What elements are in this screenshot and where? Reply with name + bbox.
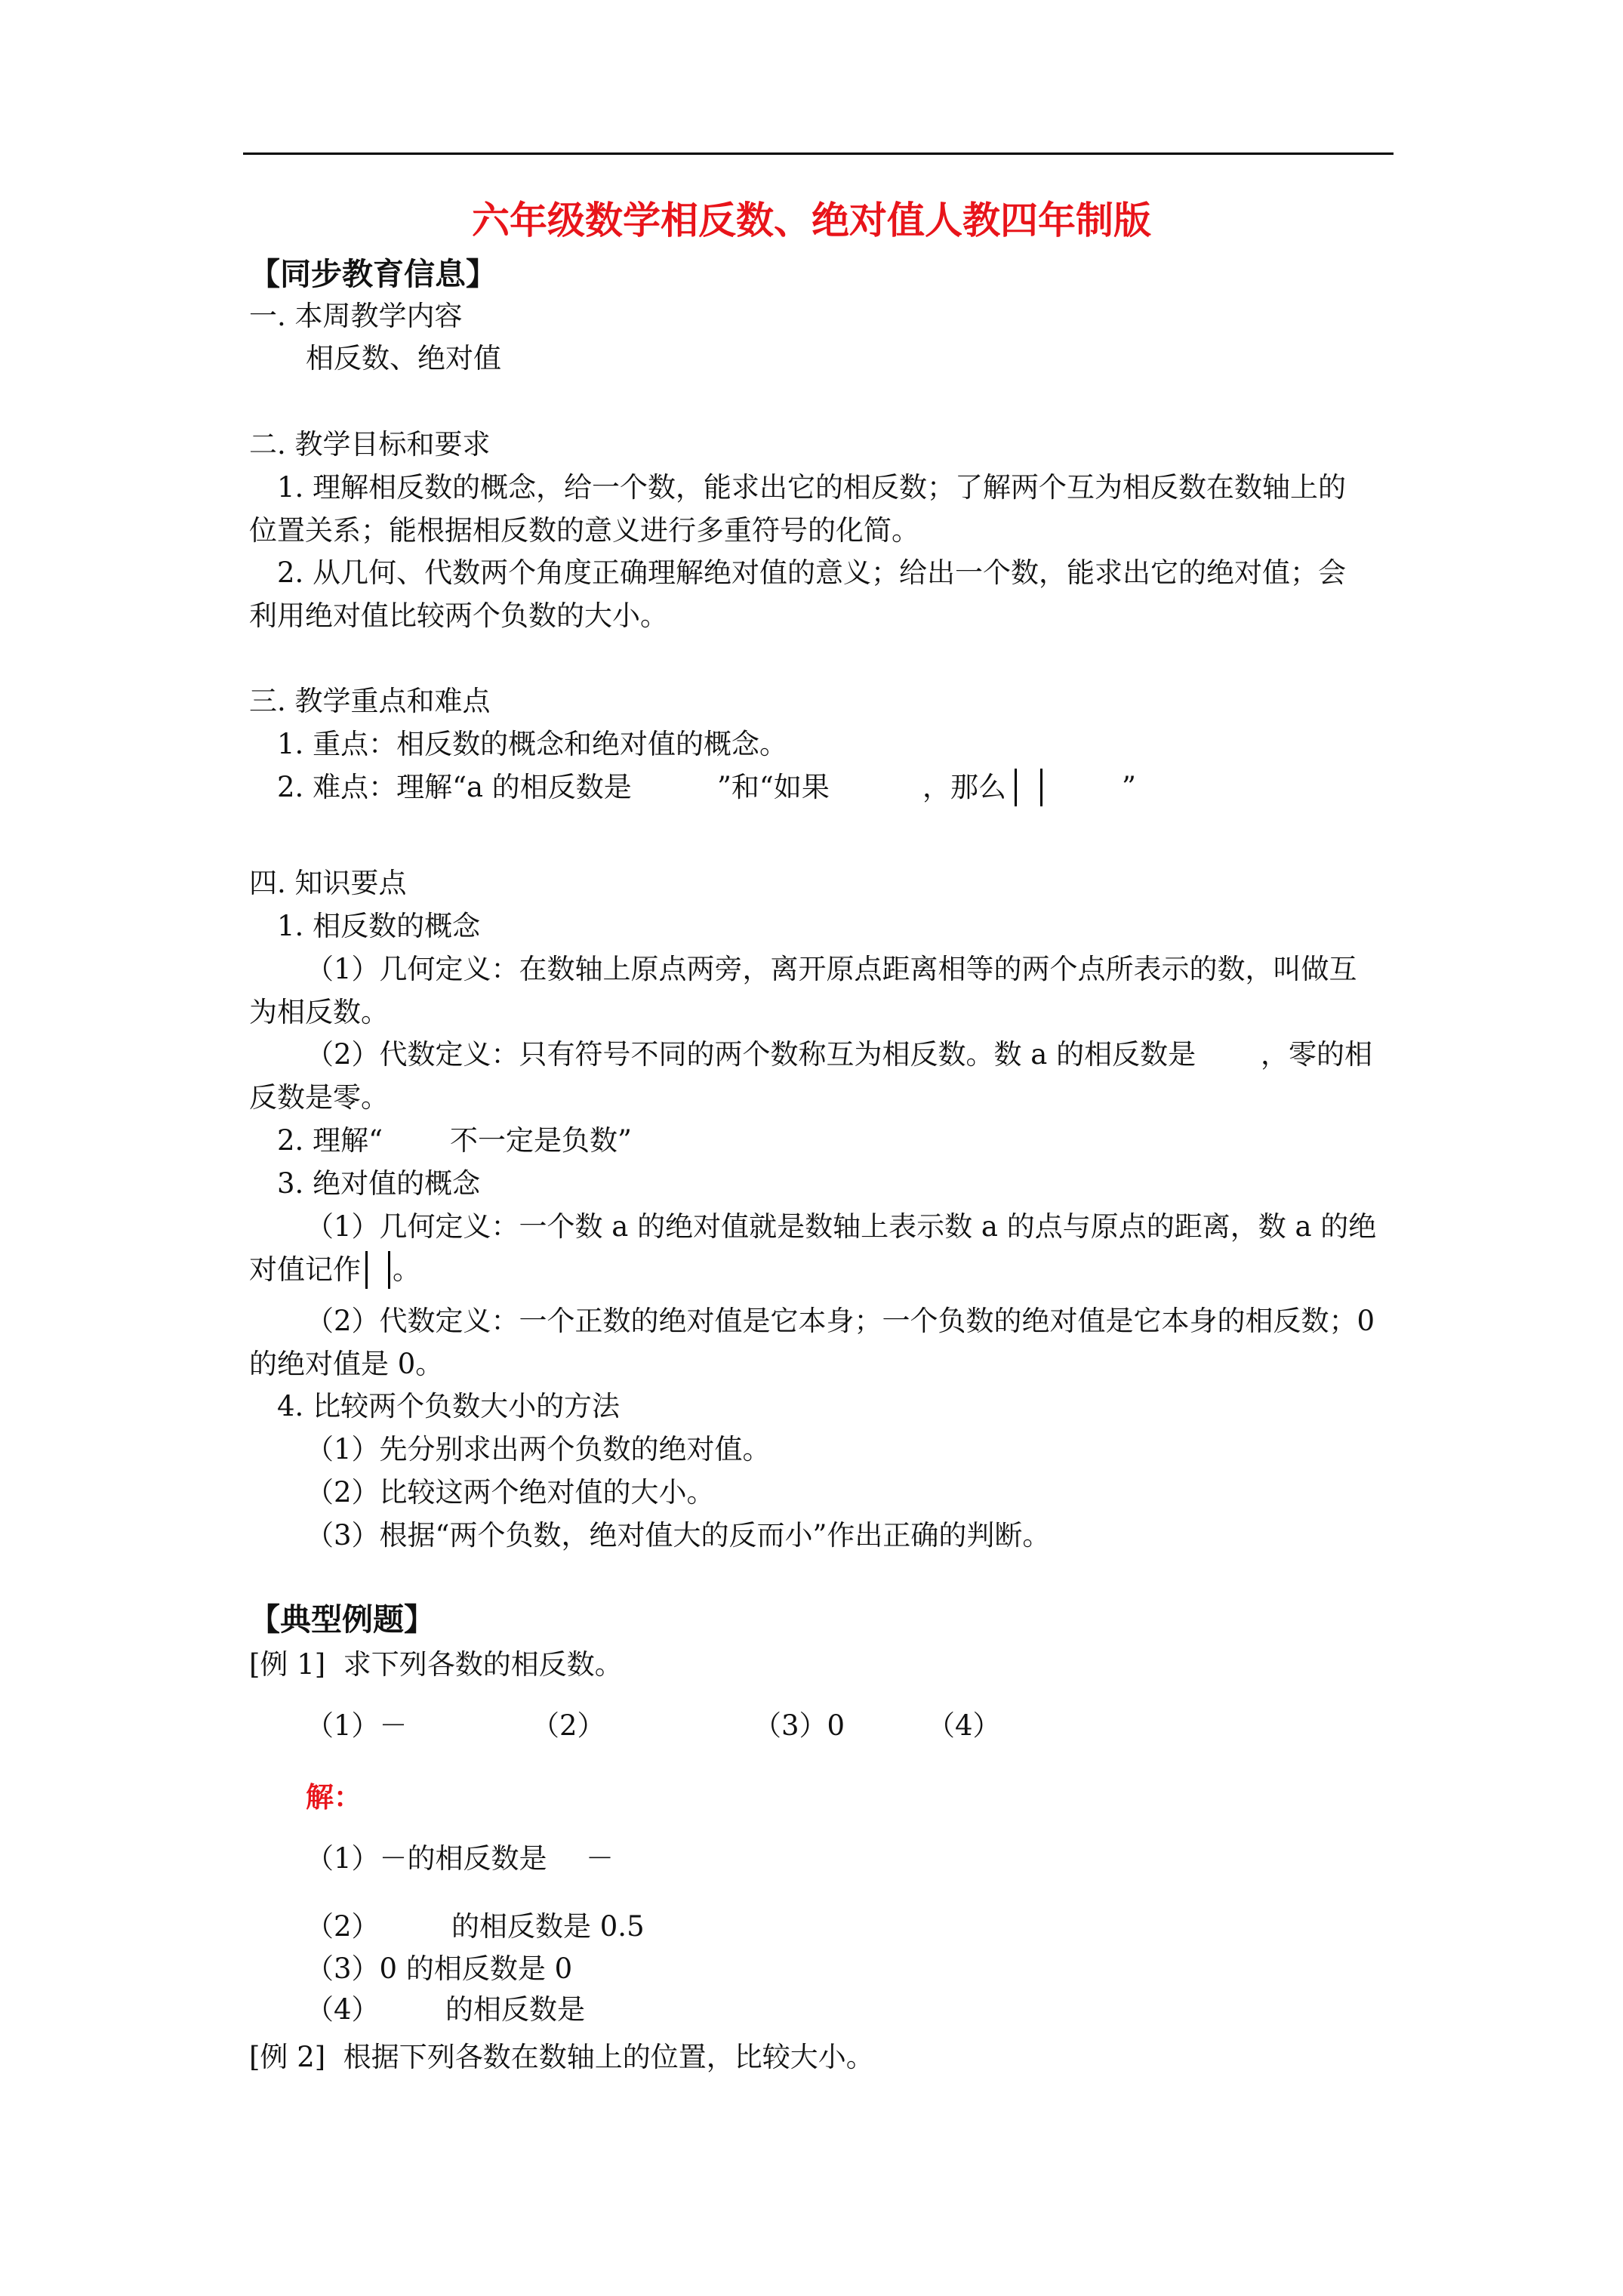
absolute-value-bar [1040,769,1042,806]
section-1-body: 相反数、绝对值 [306,342,501,374]
knowledge-text: （1）几何定义：在数轴上原点两旁，离开原点距离相等的两个点所表示的数，叫做互 [306,953,1357,985]
solution-line: （2） [306,1910,380,1943]
knowledge-point-2: 2. 理解“ [277,1124,383,1157]
examples-header: 【典型例题】 [249,1601,435,1638]
solution-line: 的相反数是 [445,1993,585,2026]
solution-line: （4） [306,1993,380,2026]
section-3-difficulty-part: ，那么 [922,771,1006,803]
document-title: 六年级数学相反数、绝对值人教四年制版 [472,198,1151,242]
section-3-difficulty-part: ”和“如果 [717,771,830,803]
knowledge-text: （2）代数定义：一个正数的绝对值是它本身；一个负数的绝对值是它本身的相反数；0 [306,1305,1375,1337]
knowledge-text: 反数是零。 [249,1081,389,1114]
absolute-value-bar [365,1251,368,1289]
sync-info-header: 【同步教育信息】 [249,256,497,292]
section-3-difficulty-part: 2. 难点：理解“a 的相反数是 [277,771,632,803]
knowledge-point-2: 不一定是负数” [450,1124,632,1157]
knowledge-text: （1）几何定义：一个数 a 的绝对值就是数轴上表示数 a 的点与原点的距离，数 a 的绝 [306,1210,1377,1243]
knowledge-text: ，零的相 [1261,1038,1372,1071]
knowledge-point-4: 4. 比较两个负数大小的方法 [277,1390,621,1422]
knowledge-text: 的绝对值是 0。 [249,1348,444,1380]
section-3-heading: 三. 教学重点和难点 [249,685,491,717]
section-3-difficulty-part: ” [1122,771,1136,803]
absolute-value-bar [388,1251,390,1289]
knowledge-text: （1）先分别求出两个负数的绝对值。 [306,1433,771,1465]
knowledge-text: （3）根据“两个负数，绝对值大的反而小”作出正确的判断。 [306,1519,1051,1552]
knowledge-text: （2）比较这两个绝对值的大小。 [306,1476,715,1509]
section-1-heading: 一. 本周教学内容 [249,300,463,332]
knowledge-point-1: 1. 相反数的概念 [277,910,481,942]
solution-line: － [586,1842,614,1875]
section-4-heading: 四. 知识要点 [249,867,407,899]
section-2-paragraph: 位置关系；能根据相反数的意义进行多重符号的化简。 [249,514,919,547]
solution-line: （1）－的相反数是 [306,1842,547,1875]
solution-line: 的相反数是 0.5 [451,1910,645,1943]
example-1-option: （3）0 [753,1709,845,1742]
header-rule [243,153,1394,155]
example-1-option: （4） [927,1709,1001,1742]
solution-line: （3）0 的相反数是 0 [306,1952,573,1985]
section-2-paragraph: 1. 理解相反数的概念，给一个数，能求出它的相反数；了解两个互为相反数在数轴上的 [277,471,1347,504]
knowledge-text: 。 [393,1253,420,1286]
absolute-value-bar [1015,769,1017,806]
section-2-paragraph: 2. 从几何、代数两个角度正确理解绝对值的意义；给出一个数，能求出它的绝对值；会 [277,556,1347,589]
knowledge-text: （2）代数定义：只有符号不同的两个数称互为相反数。数 a 的相反数是 [306,1038,1196,1071]
example-2-prompt: [例 2] 根据下列各数在数轴上的位置，比较大小。 [249,2041,874,2073]
example-1-prompt: [例 1] 求下列各数的相反数。 [249,1648,623,1681]
knowledge-point-3: 3. 绝对值的概念 [277,1167,481,1200]
section-3-key-point: 1. 重点：相反数的概念和绝对值的概念。 [277,728,788,760]
section-2-heading: 二. 教学目标和要求 [249,428,491,461]
example-1-option: （1）－ [306,1709,408,1742]
knowledge-text: 为相反数。 [249,996,389,1028]
example-1-option: （2） [531,1709,605,1742]
knowledge-text: 对值记作 [249,1253,361,1286]
section-2-paragraph: 利用绝对值比较两个负数的大小。 [249,599,668,632]
solution-label: 解： [306,1780,362,1814]
